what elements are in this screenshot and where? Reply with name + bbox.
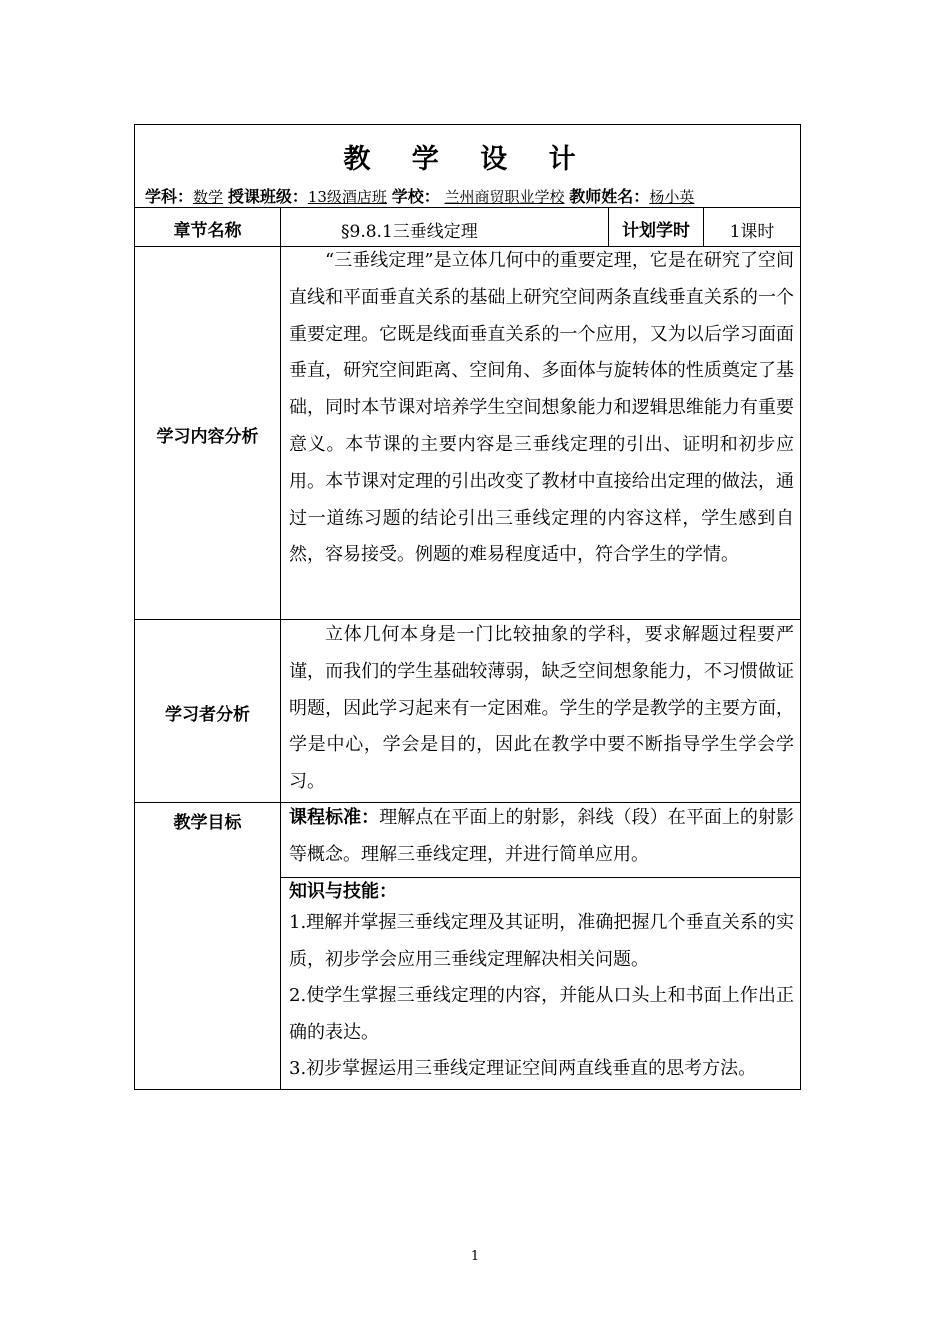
course-standard <box>289 800 794 874</box>
skills-heading: 知识与技能： <box>289 881 397 902</box>
skill-item-1: 1.理解并掌握三垂线定理及其证明，准确把握几个垂直关系的实质，初步学会应用三垂线定理解决相关问题。 <box>289 912 794 970</box>
subject-label: 学科： <box>145 187 194 206</box>
skills-section <box>289 879 794 1088</box>
subject-value: 数学 <box>193 188 224 206</box>
rule-under-info <box>135 207 800 208</box>
teacher-value: 杨小英 <box>649 188 695 206</box>
class-value: 13级酒店班 <box>307 188 387 206</box>
school-label: 学校： <box>391 187 440 206</box>
class-label: 授课班级： <box>227 187 308 206</box>
content-analysis-text: “三垂线定理”是立体几何中的重要定理，它是在研究了空间直线和平面垂直关系的基础上研究空间两条直线垂直关系的一个重要定理。它既是线面垂直关系的一个应用，又为以后学习面面垂直，研究空间距离、空间角、多面体与旋转体的性质奠定了基础，同时本节课对培养学生空间想象能力和逻辑思维能力有重要意义。本节课的主要内容是三垂线定理的引出、证明和初步应用。本节课对定理的引出改变了教材中直接给出定理的做法，通过一道练习题的结论引出三垂线定理的内容这样，学生感到自然，容易接受。例题的难易程度适中，符合学生的学情。 <box>289 250 794 566</box>
hours-label: 计划学时 <box>622 221 690 241</box>
school-value: 兰州商贸职业学校 <box>444 188 565 206</box>
course-standard-label: 课程标准： <box>289 807 380 828</box>
learner-analysis-text: 立体几何本身是一门比较抽象的学科，要求解题过程要严谨，而我们的学生基础较薄弱，缺乏空间想象能力，不习惯做证明题，因此学习起来有一定困难。学生的学是教学的主要方面，学是中心，学会是目的，因此在教学中要不断指导学生学会学习。 <box>289 624 794 793</box>
teacher-label: 教师姓名： <box>569 187 650 206</box>
learner-analysis-label: 学习者分析 <box>165 705 250 725</box>
objectives-label: 教学目标 <box>173 813 242 833</box>
skill-item-2: 2.使学生掌握三垂线定理的内容，并能从口头上和书面上作出正确的表达。 <box>289 985 794 1043</box>
chapter-label: 章节名称 <box>173 221 242 241</box>
document-title: 教 学 设 计 <box>343 144 592 175</box>
chapter-value: §9.8.1三垂线定理 <box>341 222 478 242</box>
lesson-plan-table <box>134 124 801 1090</box>
info-row <box>145 184 694 207</box>
content-analysis-label: 学习内容分析 <box>156 427 259 447</box>
rule-under-standard <box>281 877 800 878</box>
rule-label-column <box>280 207 281 1090</box>
skill-item-3: 3.初步掌握运用三垂线定理证空间两直线垂直的思考方法。 <box>289 1058 757 1079</box>
course-standard-text: 理解点在平面上的射影，斜线（段）在平面上的射影等概念。理解三垂线定理，并进行简单应用。 <box>289 807 794 865</box>
hours-value: 1课时 <box>729 222 775 242</box>
page-number: 1 <box>470 1249 480 1264</box>
